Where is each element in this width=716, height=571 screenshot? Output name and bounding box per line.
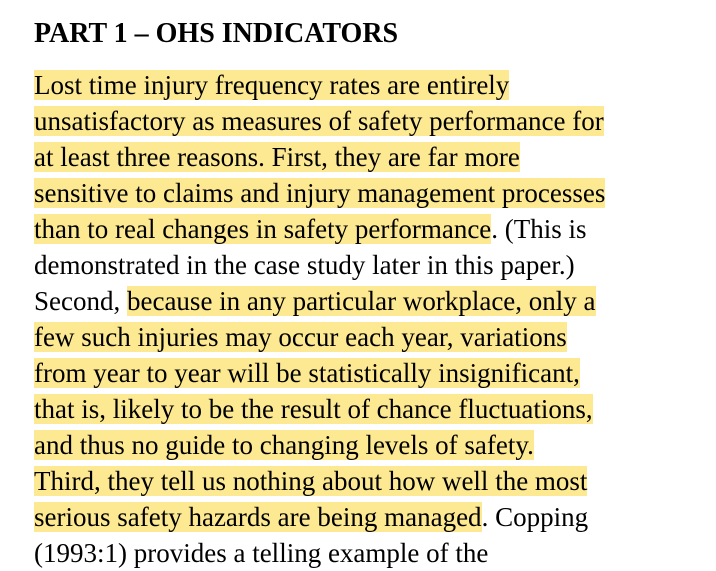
- text-line: [34, 175, 605, 211]
- highlighted-text: few such injuries may occur each year, variations: [34, 322, 567, 352]
- text-line: [34, 67, 509, 103]
- text-line: [34, 103, 604, 139]
- plain-text: demonstrated in the case study later in this paper.): [34, 250, 575, 280]
- highlighted-text: sensitive to claims and injury management processes: [34, 178, 606, 208]
- highlighted-text: unsatisfactory as measures of safety performance for: [34, 106, 604, 136]
- text-line: [34, 463, 587, 499]
- highlighted-text: Third, they tell us nothing about how well the most: [34, 466, 588, 496]
- text-line: [34, 283, 596, 319]
- highlighted-text: that is, likely to be the result of chance fluctuations,: [34, 394, 593, 424]
- highlighted-text: and thus no guide to changing levels of safety.: [34, 430, 534, 460]
- text-line: [34, 427, 534, 463]
- plain-text: Second,: [34, 286, 127, 316]
- text-line: [34, 247, 575, 283]
- highlighted-text: than to real changes in safety performance: [34, 214, 492, 244]
- text-line: [34, 319, 567, 355]
- highlighted-text: at least three reasons. First, they are far more: [34, 142, 520, 172]
- plain-text: . (This is: [491, 214, 587, 244]
- text-line: [34, 211, 587, 247]
- clipped-text-line: (1993:1) provides a telling example of the: [34, 538, 489, 568]
- text-line: [34, 139, 520, 175]
- highlighted-text: serious safety hazards are being managed: [34, 502, 482, 532]
- highlighted-text: because in any particular workplace, only a: [126, 286, 596, 316]
- highlighted-text: Lost time injury frequency rates are entirely: [34, 70, 510, 100]
- plain-text: . Copping: [481, 502, 589, 532]
- text-line: [34, 355, 580, 391]
- section-heading: PART 1 – OHS INDICATORS: [34, 18, 399, 49]
- highlighted-text: from year to year will be statistically insignificant,: [34, 358, 580, 388]
- text-line: [34, 391, 593, 427]
- text-line: [34, 499, 588, 535]
